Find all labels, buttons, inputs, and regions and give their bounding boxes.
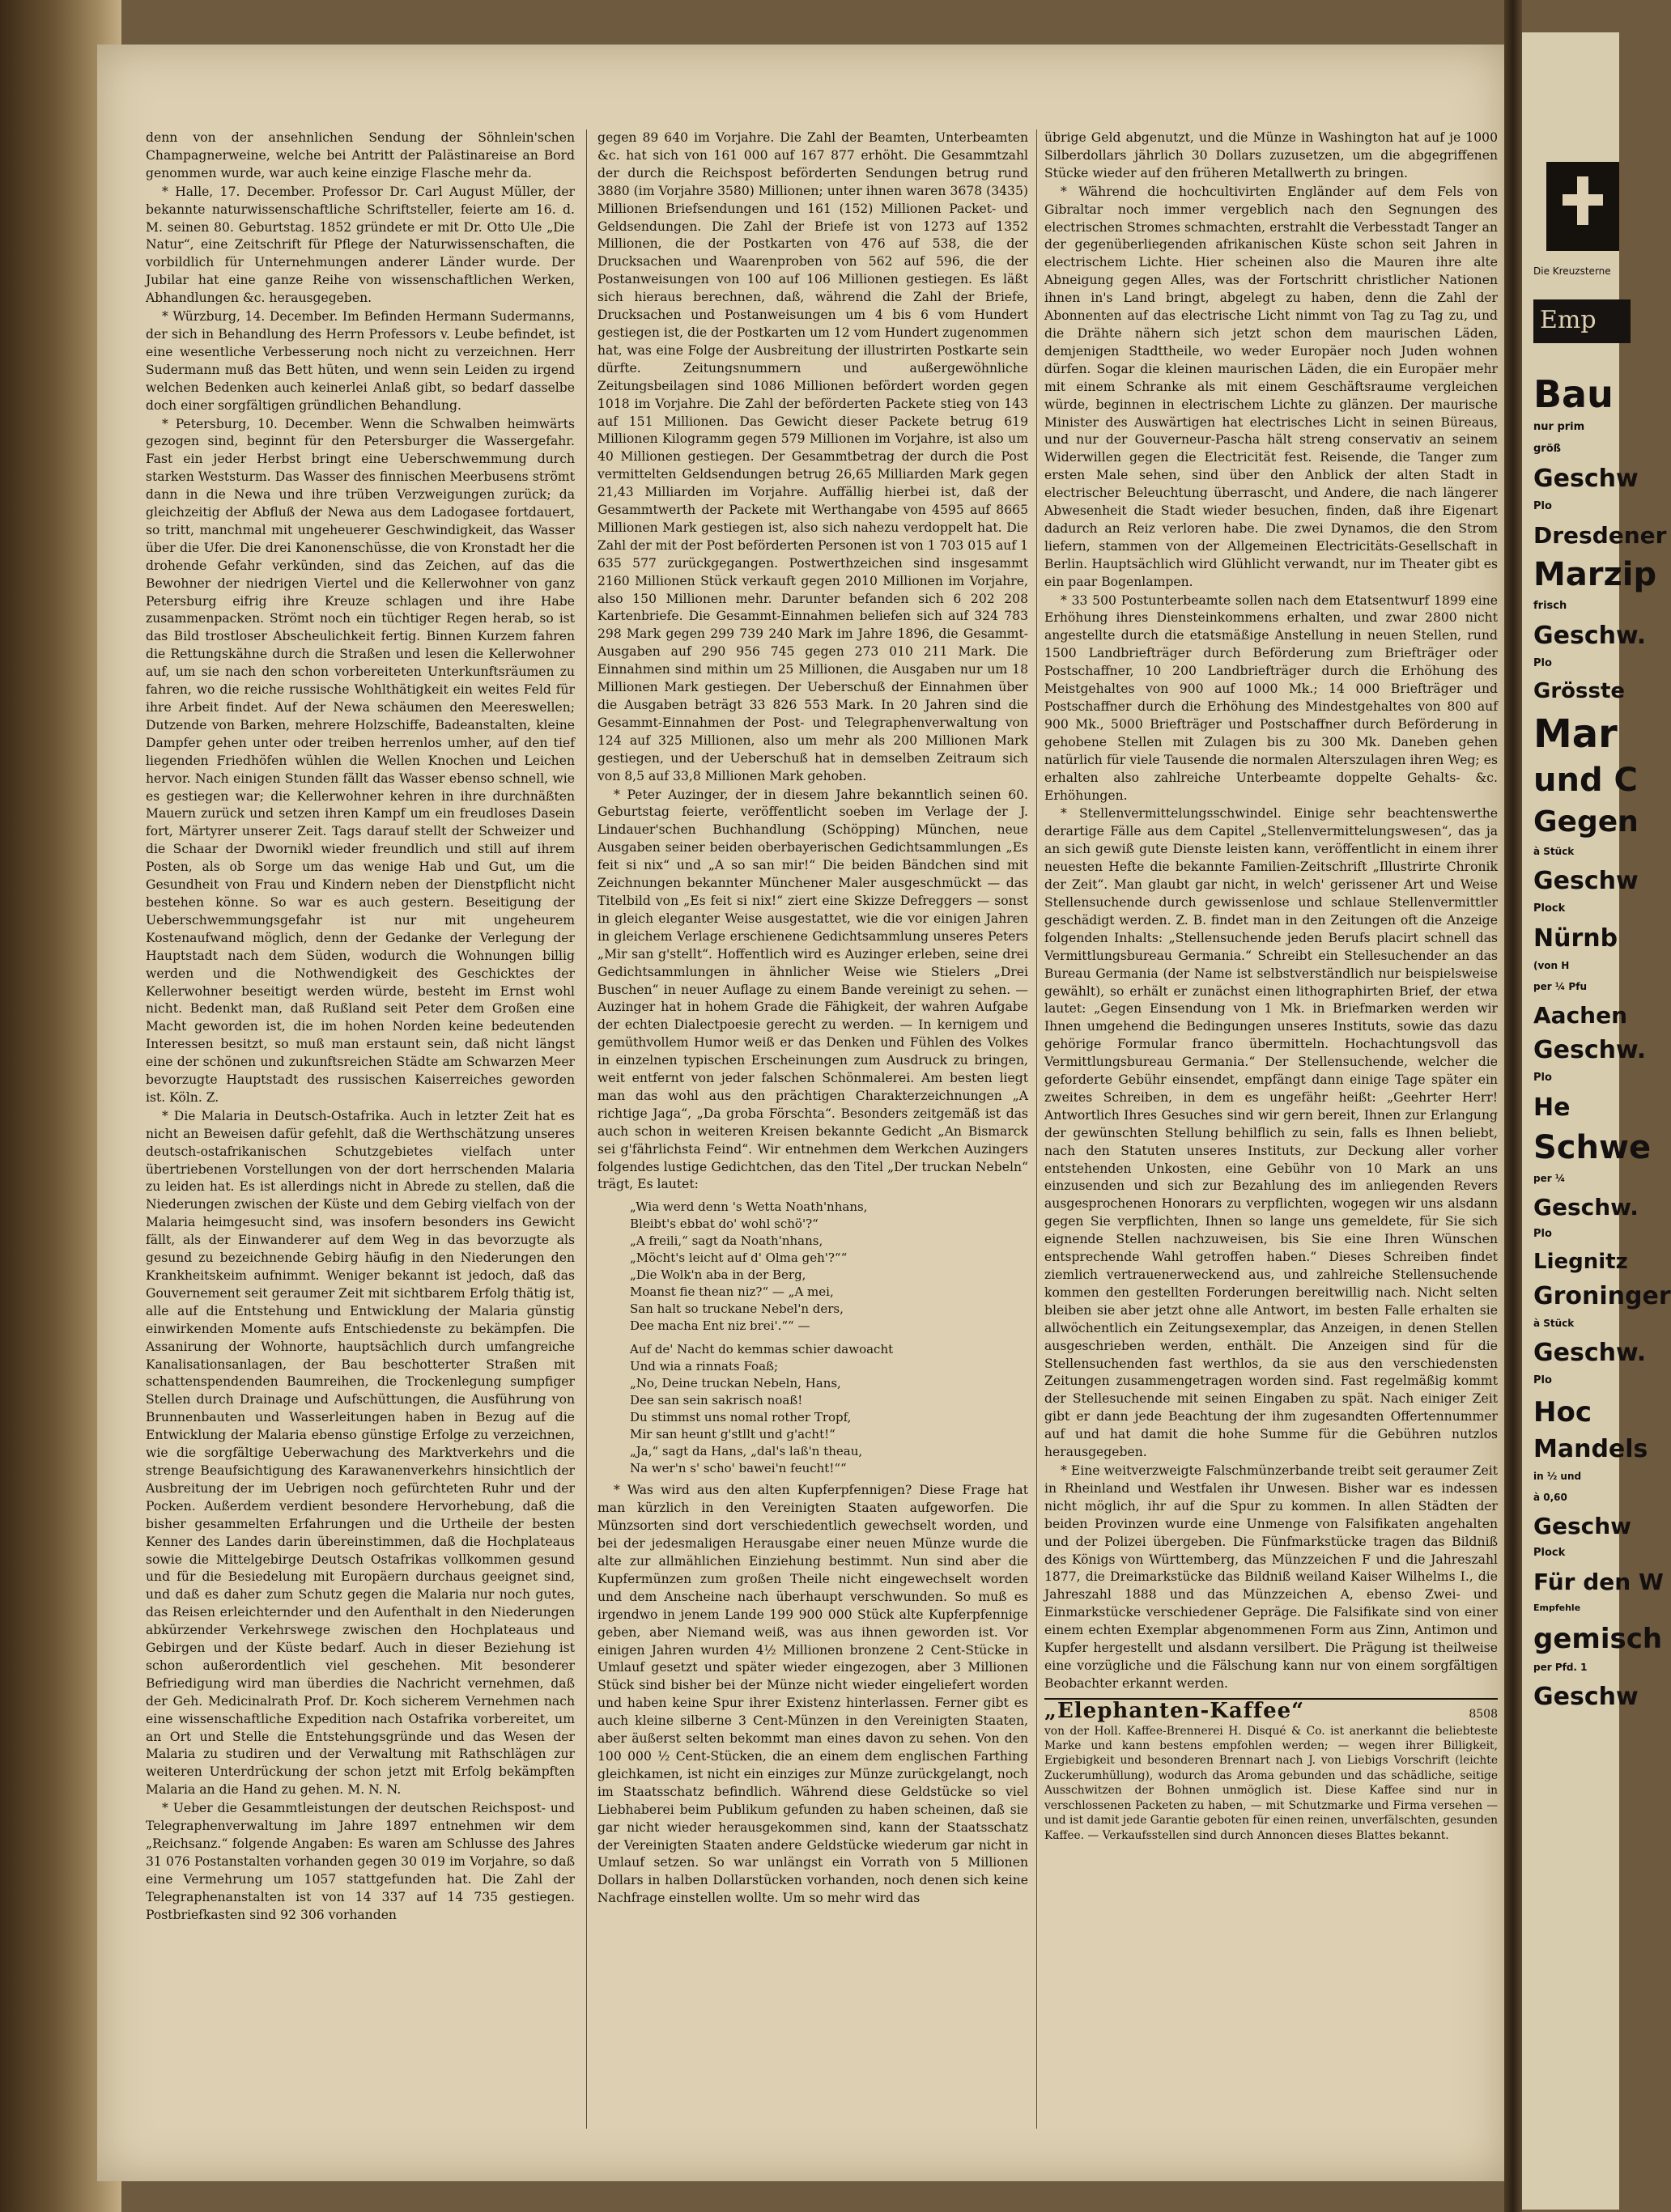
adjacent-ad-line: Aachen: [1533, 1002, 1628, 1029]
article-halle: * Halle, 17. December. Professor Dr. Carl August Müller, der bekannte naturwissenschaftliche Schriftsteller, feierte am 16. d. M. seinen 80. Geburtstag. 1852 gründete er mit Dr. Otto Ule „Die Natur“, eine Zeitschrift für Pflege der Naturwissenschaften, die vorbildlich für Unternehmungen anderer Länder wurde. Der Jubilar hat eine ganze Reihe von wissenschaftlichen Werken, Abhandlungen &c. herausgegeben.: [146, 184, 575, 306]
adjacent-ad-line: Geschw.: [1533, 1036, 1647, 1064]
adjacent-ad-line: Geschw: [1533, 465, 1639, 493]
adjacent-ad-line: Für den W: [1533, 1569, 1664, 1595]
poem-line: Auf de' Nacht do kemmas schier dawoacht: [630, 1342, 894, 1357]
article-kupferpfennige-continued: übrige Geld abgenutzt, und die Münze in Washington hat auf je 1000 Silberdollars jährlich 30 Dollars zuzusetzen, um die abgegriffenen Stücke wieder auf den früheren Metallwerth zu bringen.: [1044, 130, 1498, 180]
article-wuerzburg: * Würzburg, 14. December. Im Befinden Hermann Sudermanns, der sich in Behandlung des Herrn Professors v. Leube befindet, ist eine wesentliche Verbesserung noch nicht zu verzeichnen. Herr Sudermann muß das Bett hüten, und wenn sein Leiden zu irgend welchen Bedenken auch keinerlei Anlaß gibt, so bedarf dasselbe doch einer sorgfältigen gründlichen Behandlung.: [146, 309, 575, 413]
adjacent-ad-line: größ: [1533, 443, 1561, 455]
adjacent-ad-line: per ¼ Pfu: [1533, 981, 1587, 992]
adjacent-ad-line: Gegen: [1533, 805, 1639, 839]
column-2: [597, 129, 1028, 2129]
article-falschmuenzer: * Eine weitverzweigte Falschmünzerbande treibt seit geraumer Zeit in Rheinland und Westfalen ihr Unwesen. Bisher war es indessen nicht möglich, ihr auf die Spur zu kommen. In allen Städten der beiden Provinzen wurde eine Unmenge von Falsifikaten angehalten und der Polizei übergeben. Die Fünfmarkstücke tragen das Bildniß des Königs von Württemberg, das Münzzeichen F und die Jahreszahl 1877, die Dreimarkstücke das Bildniß weiland Kaiser Wilhelms I., die Jahreszahl 1888 und das Münzzeichen A, ebenso Zwei- und Einmarkstücke verschiedener Gepräge. Die Falsifikate sind von einer einem echten Exemplar abgenommenen Form aus Zinn, Antimon und Kupfer hergestellt und alsdann versilbert. Die Prägung ist theilweise eine vorzügliche und die Fälschung kann nur von einem sorgfältigen Beobachter erkannt werden.: [1044, 1463, 1498, 1691]
adjacent-ad-line: Plo: [1533, 500, 1552, 512]
ad-title: „Elephanten-Kaffee“: [1044, 1698, 1305, 1723]
poem-line: Mir san heunt g'stllt und g'acht!“: [630, 1427, 836, 1442]
poem-line: Bleibt's ebbat do' wohl schö'?“: [630, 1216, 818, 1232]
adjacent-ad-line: Grösste: [1533, 679, 1626, 703]
adjacent-ad-line: gemisch: [1533, 1623, 1663, 1655]
adjacent-ad-line: per Pfd. 1: [1533, 1662, 1588, 1673]
adjacent-ad-line: Mar: [1533, 711, 1618, 757]
poem-line: „Ja,“ sagt da Hans, „dal's laß'n theau,: [630, 1444, 863, 1459]
adjacent-ad-line: Nürnb: [1533, 924, 1618, 953]
poem-line: „Möcht's leicht auf d' Olma geh'?““: [630, 1250, 848, 1266]
adjacent-ad-line: Plo: [1533, 1228, 1552, 1240]
article-malaria: * Die Malaria in Deutsch-Ostafrika. Auch in letzter Zeit hat es nicht an Beweisen dafür gefehlt, daß die Werthschätzung unseres deutsch-ostafrikanischen Schutzgebietes vielfach unter übertriebenen Vorstellungen von der dort herrschenden Malaria zu leiden hat. Es ist allerdings nicht in Abrede zu stellen, daß die Niederungen zwischen der Küste und dem Gebirg vielfach von der Malaria heimgesucht sind, was insofern besonders ins Gewicht fällt, als der Einwanderer auf dem Weg in das bevorzugte als gesund zu bezeichnende Gebirg häufig in den Niederungen den Krankheitskeim aufnimmt. Weniger bekannt ist jedoch, daß das Gouvernement seit geraumer Zeit mit sichtbarem Erfolg thätig ist, alle auf die Entstehung und Entwicklung der Malaria günstig einwirkenden Momente aufs Entschiedenste zu bekämpfen. Die Assanirung der Wohnorte, hauptsächlich durch umfangreiche Kanalisationsanlagen, der Bau beschotterter Straßen mit schattenspendenden Baumreihen, die Trockenlegung sumpfiger Stellen durch Drainage und Aufschüttungen, die Ausführung von Brunnenbauten und Wasserleitungen haben in Bezug auf die Entwicklung der Malaria ebenso günstige Erfolge zu verzeichnen, wie die sorgfältige Ueberwachung des Marktverkehrs und die strenge Beaufsichtigung des Karawanenverkehrs hinsichtlich der Ausbreitung der im Uebrigen noch gefürchteten Ruhr und der Pocken. Außerdem verdient besondere Hervorhebung, daß die bisher gesammelten Erfahrungen und die Urtheile der besten Kenner des Landes darin übereinstimmen, daß die Hochplateaus sowie die Mittelgebirge Deutsch Ostafrikas vollkommen gesund und für die Besiedelung mit Europäern durchaus geeignet sind, und daß es daher zum Schutz gegen die Malaria nur noch gutes, das Reisen erleichternder und den Aufenthalt in den Niederungen abkürzender Verkehrswege zwischen den Hochplateaus und Gebirgen und der Küste bedarf. Auch in dieser Beziehung ist schon außerordentlich viel geschehen. Mit besonderer Befriedigung wird man überdies die Nachricht vernehmen, daß der Geh. Medicinalrath Prof. Dr. Koch sicherem Vernehmen nach eine wissenschaftliche Expedition nach Ostafrika vorbereitet, um an Ort und Stelle die Entstehungsgründe und das Wesen der Malaria zu studiren und der Verwaltung mit Rathschlägen zur weiteren Unterdrückung der schon jetzt mit Erfolg bekämpften Malaria an die Hand zu gehen. M. N. N.: [146, 1108, 575, 1798]
adjacent-ad-line: Plock: [1533, 1547, 1566, 1559]
poem-line: Moanst fie thean niz?“ — „A mei,: [630, 1284, 834, 1300]
adjacent-page: [1522, 32, 1671, 2210]
poem-line: „A freili,“ sagt da Noath'nhans,: [630, 1233, 823, 1249]
adjacent-ad-line: Dresdener: [1533, 522, 1667, 549]
adjacent-ad-line: He: [1533, 1093, 1571, 1122]
adjacent-ad-line: à Stück: [1533, 1318, 1575, 1329]
adjacent-ad-line: Geschw.: [1533, 1194, 1639, 1221]
column-1: [146, 129, 575, 2129]
column-divider: [586, 129, 587, 2129]
adjacent-ad-line: Geschw: [1533, 867, 1639, 895]
poem-line: „No, Deine truckan Nebeln, Hans,: [630, 1376, 841, 1391]
adjacent-ad-line: Plo: [1533, 1072, 1552, 1084]
adjacent-ad-line: Plo: [1533, 1374, 1552, 1386]
adjacent-ad-line: Schwe: [1533, 1129, 1652, 1166]
poem-line: „Wia werd denn 's Wetta Noath'nhans,: [630, 1199, 868, 1215]
adjacent-ad-line: à Stück: [1533, 846, 1575, 857]
adjacent-ad-line: Groninger: [1533, 1282, 1671, 1310]
advertisement-elephanten-kaffee: [1044, 1698, 1498, 1843]
article-auzinger: * Peter Auzinger, der in diesem Jahre bekanntlich seinen 60. Geburtstag feierte, veröffentlicht soeben im Verlage der J. Lindauer'schen Buchhandlung (Schöpping) München, neue Ausgaben seiner beiden oberbayerischen Gedichtsammlungen „Es feit si nix“ und „A so san mir!“ Die beiden Bändchen sind mit Zeichnungen bekannter Münchener Maler ausgeschmückt — das Titelbild von „Es feit si nix!“ ziert eine Skizze Defreggers — sonst in gleich eleganter Weise ausgestattet, wie die vor einigen Jahren in gleichem Verlage erschienene Gedichtsammlung unseres Peters „Mir san g'stellt“. Hoffentlich wird es Auzinger erleben, seine drei Gedichtsammlungen in ähnlicher Weise wie Stielers „Drei Buschen“ in neuer Auflage zu einem Bande vereinigt zu sehen. — Auzinger hat in hohem Grade die Fähigkeit, der wahren Aufgabe der echten Dialectpoesie gerecht zu werden. — In kernigem und gemüthvollem Humor weiß er das Denken und Fühlen des Volkes in einzelnen typischen Erscheinungen zum Ausdruck zu bringen, weit entfernt von jeder falschen Schönmalerei. Am besten liegt man das wohl aus den prächtigen Charakterzeichnungen „A richtige Jaga“, „Da groba Förschta“. Besonders zeitgemäß ist das auch schon in weiteren Kreisen bekannte Gedicht „An Bismarck sei g'fährlichsta Feind“. Wir entnehmen dem Werkchen Auzingers folgendes lustige Gedichtchen, das den Titel „Der truckan Nebeln“ trägt, Es lautet:: [597, 787, 1028, 1192]
adjacent-ad-line: Empfehle: [1533, 1603, 1581, 1613]
adjacent-ad-line: Mandels: [1533, 1435, 1648, 1463]
adjacent-ad-line: nur prim: [1533, 421, 1585, 433]
ad-number: 8508: [1469, 1707, 1498, 1721]
adjacent-ad-line: Geschw.: [1533, 1339, 1647, 1367]
ad-text: von der Holl. Kaffee-Brennerei H. Disqué & Co. ist anerkannt die beliebteste Marke und kann bestens empfohlen werden; — wegen ihrer Billigkeit, Ergiebigkeit und besonderen Brennart nach J. von Liebigs Vorschrift (leichte Zuckerumhüllung), wodurch das Aroma gebunden und das schädliche, seitige Ausschwitzen der Bohnen unmöglich ist. Diese Kaffee sind nur in verschlossenen Packeten zu haben, — mit Schutzmarke und Firma versehen — und ist damit jede Garantie geboten für einen reinen, unverfälschten, gesunden Kaffee. — Verkaufsstellen sind durch Annoncen dieses Blattes bekannt.: [1044, 1724, 1498, 1842]
adjacent-ad-line: Bau: [1533, 372, 1614, 416]
book-gutter: [1504, 0, 1522, 2212]
adjacent-caption: Die Kreuzsterne: [1533, 265, 1611, 277]
adjacent-banner: [1533, 299, 1631, 343]
adjacent-ad-line: frisch: [1533, 600, 1567, 612]
adjacent-ad-line: Hoc: [1533, 1396, 1592, 1429]
article-reichspost: * Ueber die Gesammtleistungen der deutschen Reichspost- und Telegraphenverwaltung im Jahre 1897 entnehmen wir dem „Reichsanz.“ folgende Angaben: Es waren am Schlusse des Jahres 31 076 Postanstalten vorhanden gegen 30 019 im Vorjahre, so daß eine Vermehrung um 1057 stattgefunden hat. Die Zahl der Telegraphenanstalten ist von 14 337 auf 14 735 gestiegen. Postbriefkasten sind 92 306 vorhanden: [146, 1801, 575, 1922]
adjacent-ad-line: Geschw.: [1533, 622, 1647, 650]
adjacent-ad-line: (von H: [1533, 960, 1570, 971]
adjacent-ad-line: in ½ und: [1533, 1471, 1582, 1482]
poem-line: Dee san sein sakrisch noaß!: [630, 1393, 803, 1408]
column-divider: [1036, 129, 1037, 2129]
poem-stanza-gap: [630, 1335, 1028, 1341]
adjacent-ad-line: und C: [1533, 762, 1638, 799]
red-cross-logo: [1546, 162, 1619, 251]
poem-line: Dee macha Ent niz brei'.““ —: [630, 1318, 810, 1334]
adjacent-ad-line: Plock: [1533, 902, 1566, 915]
article-petersburg: * Petersburg, 10. December. Wenn die Schwalben heimwärts gezogen sind, beginnt für den Petersburger die Wassergefahr. Fast ein jeder Herbst bringt eine Ueberschwemmung durch starken Weststurm. Das Wasser des finnischen Meerbusens strömt dann in die Newa und ihre trüben Verzweigungen zurück; da gleichzeitig der Abfluß der Newa aus dem Ladogasee fortdauert, so tritt, manchmal mit ungeheuerer Geschwindigkeit, das Wasser über die Ufer. Die drei Kanonenschüsse, die von Kronstadt her die drohende Gefahr verkünden, sind das Zeichen, auf das die Bewohner der niedrigen Viertel und die Kellerwohner von ganz Petersburg eifrig ihre Kreuze schlagen und ihre Habe zusammenpacken. Strömt noch ein tüchtiger Regen herab, so ist das Bild trostloser Abscheulichkeit fertig. Binnen Kurzem fahren die Rettungskähne durch die Straßen und lesen die Kellerwohner auf, um sie nach den schon vorbereiteten Unterkunftsräumen zu fahren, wo die reiche russische Wohlthätigkeit ein weites Feld für ihre Arbeit findet. Auf der Newa schäumen den Meereswellen; Dutzende von Barken, mehrere Holzschiffe, Badeanstalten, kleine Dampfer gehen unter oder treiben herrenlos umher, auf den tief liegenden Friedhöfen wühlen die Wellen Knochen und Leichen hervor. Nach einigen Stunden fällt das Wasser ebenso schnell, wie es gestiegen war; die Kellerwohner kehren in ihre durchnäßten Mauern zurück und setzen ihren Kampf um ein freudloses Dasein fort, Märtyrer unserer Zeit. Tags darauf stellt der Schweizer und die Schaar der Dwornikl wieder freundlich und still auf ihrem Posten, als ob Sorge um das wenige Hab und Gut, um die Gesundheit von Frau und Kindern neben der Dienstpflicht nicht bestehen könne. So war es auch gestern. Beseitigung der Ueberschwemmungsgefahr ist nur mit ungeheurem Kostenaufwand möglich, denn der Gedanke der Verlegung der Hauptstadt nach dem Süden, wodurch die Wohnungen billig werden und die Nothwendigkeit des Geschicktes der Kellerwohner beseitigt werden würde, besteht im Ernst wohl nicht. Bedenkt man, daß Rußland seit Peter dem Großen eine Macht geworden ist, die im hohen Norden keine bedeutenden Interessen besitzt, so muß man erstaunt sein, daß nicht längst eine der schönen und zukunftsreichen Städte am Schwarzen Meer bevorzugte Hauptstadt des russischen Kaiserreiches geworden ist. Köln. Z.: [146, 416, 575, 1105]
article-postunterbeamte: * 33 500 Postunterbeamte sollen nach dem Etatsentwurf 1899 eine Erhöhung ihres Diensteinkommens erhalten, und zwar 2800 nicht angestellte durch die etatsmäßige Anstellung in neuen Stellen, rund 1500 Landbriefträger durch Beförderung zum Briefträger oder Postschaffner, 10 200 Landbriefträger durch die Erhöhung des Meistgehaltes von 900 auf 1000 Mk.; 14 000 Briefträger und Postschaffner durch die Erhöhung des Mindestgehaltes von 800 auf 900 Mk., 5000 Briefträger und Postschaffner durch Beförderung in gehobene Stellen mit Zulagen bis zu 300 Mk. Daneben gehen natürlich für viele Tausende die normalen Alterszulagen ihren Weg; es erhalten also zahlreiche Unterbeamte doppelte Gehalts- &c. Erhöhungen.: [1044, 592, 1498, 803]
adjacent-banner-text: Emp: [1540, 306, 1597, 334]
article-kupferpfennige: * Was wird aus den alten Kupferpfennigen? Diese Frage hat man kürzlich in den Vereinigten Staaten aufgeworfen. Die Münzsorten sind dort verschiedentlich gewechselt worden, und bei der jedesmaligen Herausgabe einer neuen Münze wurde die alte zur allmählichen Einziehung bestimmt. Nun sind aber die Kupfermünzen zum großen Theile nicht eingewechselt worden und dem Anscheine nach überhaupt verschwunden. So muß es irgendwo in jenem Lande 199 900 000 Stück alte Kupferpfennige geben, aber Niemand weiß, was aus ihnen geworden ist. Vor einigen Jahren wurden 4½ Millionen bronzene 2 Cent-Stücke in Umlauf gesetzt und später wieder eingezogen, aber 3 Millionen Stück sind bisher bei der Münze nicht wieder eingeliefert worden und haben keine Spur ihrer Existenz hinterlassen. Ferner gibt es auch kleine silberne 3 Cent-Münzen in den Vereinigten Staaten, aber äußerst selten bekommt man eines davon zu sehen. Von den 100 000 ½ Cent-Stücken, die an einem dem englischen Farthing gleichkamen, ist nicht ein einziges zur Münze zurückgelangt, noch im Staatsschatz befindlich. Während diese Geldstücke so viel Liebhaberei beim Publikum gefunden zu haben scheinen, daß sie gar nicht wieder herausgekommen sind, kann der Staatsschatz der Vereinigten Staaten andere Geldstücke wiederum gar nicht in Umlauf setzen. So war unlängst ein Vorrath von 5 Millionen Dollars in halben Dollarstücken vorhanden, noch denen sich keine Nachfrage einstellen wollte. Um so mehr wird das: [597, 1483, 1028, 1906]
poem-line: „Die Wolk'n aba in der Berg,: [630, 1267, 806, 1283]
column-3: [1044, 129, 1498, 2129]
adjacent-ad-line: per ¼: [1533, 1173, 1566, 1184]
adjacent-ad-line: Geschw: [1533, 1683, 1639, 1711]
ad-header: [1044, 1698, 1498, 1724]
article-continuation-champagne: denn von der ansehnlichen Sendung der Söhnlein'schen Champagnerweine, welche bei Antritt der Palästinareise an Bord genommen wurde, war auch keine einzige Flasche mehr da.: [146, 130, 575, 180]
article-stellenvermittlung: * Stellenvermittelungsschwindel. Einige sehr beachtenswerthe derartige Fälle aus dem Capitel „Stellenvermittelungswesen“, das ja an sich gewiß gute Dienste leisten kann, veröffentlicht in einem ihrer neuesten Hefte die bekannte Familien-Zeitschrift „Illustrirte Chronik der Zeit“. Man glaubt gar nicht, in welch' gerissener Art und Weise Stellensuchende durch gewissenlose und schlaue Stellenvermittler geschädigt werden. Z. B. findet man in den Zeitungen oft die Anzeige folgenden Inhalts: „Stellensuchende jeden Berufs placirt schnell das Vermittlungsbureau Germania.“ Schreibt ein Stellesuchender an das Bureau Germania (der Name ist selbstverständlich nur beispielsweise gewählt), so erhält er zunächst einen lithographirten Brief, der etwa lautet: „Gegen Einsendung von 1 Mk. in Briefmarken werden wir Ihnen umgehend die Bedingungen unseres Instituts, sowie das dazu gehörige Formular franco übermitteln. Hochachtungsvoll das Vermittlungsbureau Germania.“ Der Stellensuchende, welcher die geforderte Gebühr einsendet, empfängt dann einige Tage später ein zweites Schreiben, in dem es ungefähr heißt: „Geehrter Herr! Antwortlich Ihres Gesuches sind wir gern bereit, Ihnen zur Erlangung der gewünschten Stellung behilflich zu sein, falls es Ihnen beliebt, nach den Statuten unseres Instituts, zur Deckung aller vorher entstehenden Unkosten, eine Gebühr von 10 Mark an uns einzusenden und sich zur Bezahlung des im anliegenden Revers ausgesprochenen Honorars zu verpflichten, wogegen wir uns alsdann gegen Sie verpflichten, Ihnen so lange uns gemeldete, für Sie sich eignende Stellen nachzuweisen, bis Sie eine Ihren Wünschen entsprechende Wahl getroffen haben.“ Dieses Schreiben findet ziemlich vertrauenerweckend aus, und zahlreiche Stellensuchende kommen den gestellten Forderungen bereitwillig nach. Nicht selten bleiben sie aber jetzt ohne alle Antwort, im besten Falle erhalten sie allwöchentlich ein Zeitungsexemplar, das Anzeigen, in denen Stellen ausgeschrieben werden, enthält. Die Anzeigen sind für die Stellensuchenden fast werthlos, da sie aus den verschiedensten Zeitungen zusammengetragen worden sind. Fast regelmäßig kommt der Stellesuchende mit seinen Eingaben zu spät. Nach einiger Zeit gibt er dann jede Beachtung der ihm zugesandten Offertennummer auf und hat damit die hohe Summe für die Gebühren nutzlos herausgegeben.: [1044, 806, 1498, 1460]
adjacent-ad-line: Liegnitz: [1533, 1250, 1628, 1274]
article-tanger: * Während die hochcultivirten Engländer auf dem Fels von Gibraltar noch immer vergeblich nach den Segnungen des electrischen Stromes schmachten, erstrahlt die Verbesstadt Tanger an der gegenüberliegenden afrikanischen Küste schon seit Jahren in electrischem Lichte. Hier scheinen also die Mauren ihre alte Abneigung gegen Alles, was der Fortschritt christlicher Nationen ihnen in's Land bringt, abgelegt zu haben, denn die Zahl der Abonnenten auf das electrische Licht nimmt von Tag zu Tag zu, und die Drähte nähern sich jetzt schon dem maurischen Läden, demjenigen Stadttheile, wo weder Europäer noch Juden wohnen dürfen. Sogar die kleinen maurischen Läden, die ein Europäer mehr mit einem Schranke als mit einem Geschäftsraume vergleichen würde, beginnen in electrischem Lichte zu glänzen. Der maurische Minister des Auswärtigen hat electrisches Licht in seinen Büreaus, und nur der Gouverneur-Pascha hält streng conservativ an seinem Widerwillen gegen die Electricität fest. Reisende, die Tanger zum ersten Male sehen, sind über den Anblick der alten Stadt in electrischer Beleuchtung überrascht, und Andere, die nach längerer Abwesenheit die Stadt wieder besuchen, finden, daß ihre Eigenart dadurch an Reiz verloren habe. Die zwei Dynamos, die den Strom liefern, stammen von der Allgemeinen Electricitäts-Gesellschaft in Berlin. Hauptsächlich wird Glühlicht verwandt, nur im Theater gibt es ein paar Bogenlampen.: [1044, 184, 1498, 589]
poem-line: Na wer'n s' scho' bawei'n feucht!““: [630, 1461, 847, 1476]
poem-line: San halt so truckane Nebel'n ders,: [630, 1301, 844, 1317]
adjacent-ad-line: à 0,60: [1533, 1492, 1567, 1503]
article-reichspost-continued: gegen 89 640 im Vorjahre. Die Zahl der Beamten, Unterbeamten &c. hat sich von 161 000 auf 167 877 erhöht. Die Gesammtzahl der durch die Reichspost beförderten Sendungen betrug rund 3880 (im Vorjahre 3580) Millionen; unter ihnen waren 3678 (3435) Millionen Briefsendungen und 161 (152) Millionen Packet- und Geldsendungen. Die Zahl der Briefe ist von 1273 auf 1352 Millionen, die der Postkarten von 476 auf 538, die der Drucksachen und Waarenproben von 562 auf 596, die der Postanweisungen von 100 auf 106 Millionen gestiegen. Es läßt sich hieraus berechnen, daß, während die Zahl der Briefe, Drucksachen und Postanweisungen um 4 bis 6 vom Hundert gestiegen ist, die der Postkarten um 12 vom Hundert zugenommen hat, was eine Folge der Ausbreitung der illustrirten Postkarte sein dürfte. Zeitungsnummern und außergewöhnliche Zeitungsbeilagen sind 1086 Millionen befördert worden gegen 1018 im Vorjahre. Die Zahl der beförderten Packete stieg von 143 auf 151 Millionen. Das Gewicht dieser Packete betrug 619 Millionen Kilogramm gegen 579 Millionen im Vorjahre, ist also um 40 Millionen gestiegen. Der Gesammtbetrag der durch die Post vermittelten Geldsendungen betrug 26,65 Milliarden Mark gegen 21,43 Milliarden im Vorjahre. Auffällig hierbei ist, daß der Gesammtwerth der Packete mit Werthangabe von 4595 auf 8665 Millionen Mark gestiegen ist, also sich nahezu verdoppelt hat. Die Zahl der mit der Post beförderten Personen ist von 1 703 015 auf 1 635 577 zurückgegangen. Postwerthzeichen sind insgesammt 2160 Millionen Stück verkauft gegen 2010 Millionen im Vorjahre, also 150 Millionen mehr. Darunter befanden sich 6 202 208 Kartenbriefe. Die Gesammt-Einnahmen beliefen sich auf 324 783 298 Mark gegen 299 739 240 Mark im Jahre 1896, die Gesammt-Ausgaben auf 290 956 745 gegen 273 010 211 Mark. Die Einnahmen sind mithin um 25 Millionen, die Ausgaben nur um 18 Millionen Mark gestiegen. Der Ueberschuß der Einnahmen über die Ausgaben beträgt 33 826 553 Mark. In 20 Jahren sind die Gesammt-Einnahmen der Post- und Telegraphenverwaltung von 124 auf 325 Millionen, also um mehr als 200 Millionen Mark gestiegen, und der Ueberschuß hat in demselben Zeitraum sich von 8,5 auf 33,8 Millionen Mark gehoben.: [597, 130, 1028, 783]
adjacent-ad-line: Geschw: [1533, 1513, 1632, 1539]
adjacent-ad-line: Plo: [1533, 657, 1552, 669]
adjacent-ad-line: Marzip: [1533, 556, 1657, 593]
poem-line: Du stimmst uns nomal rother Tropf,: [630, 1410, 852, 1425]
poem-truckan-nebeln: [630, 1199, 1028, 1477]
cross-horizontal: [1563, 194, 1603, 206]
poem-line: Und wia a rinnats Foaß;: [630, 1359, 779, 1374]
